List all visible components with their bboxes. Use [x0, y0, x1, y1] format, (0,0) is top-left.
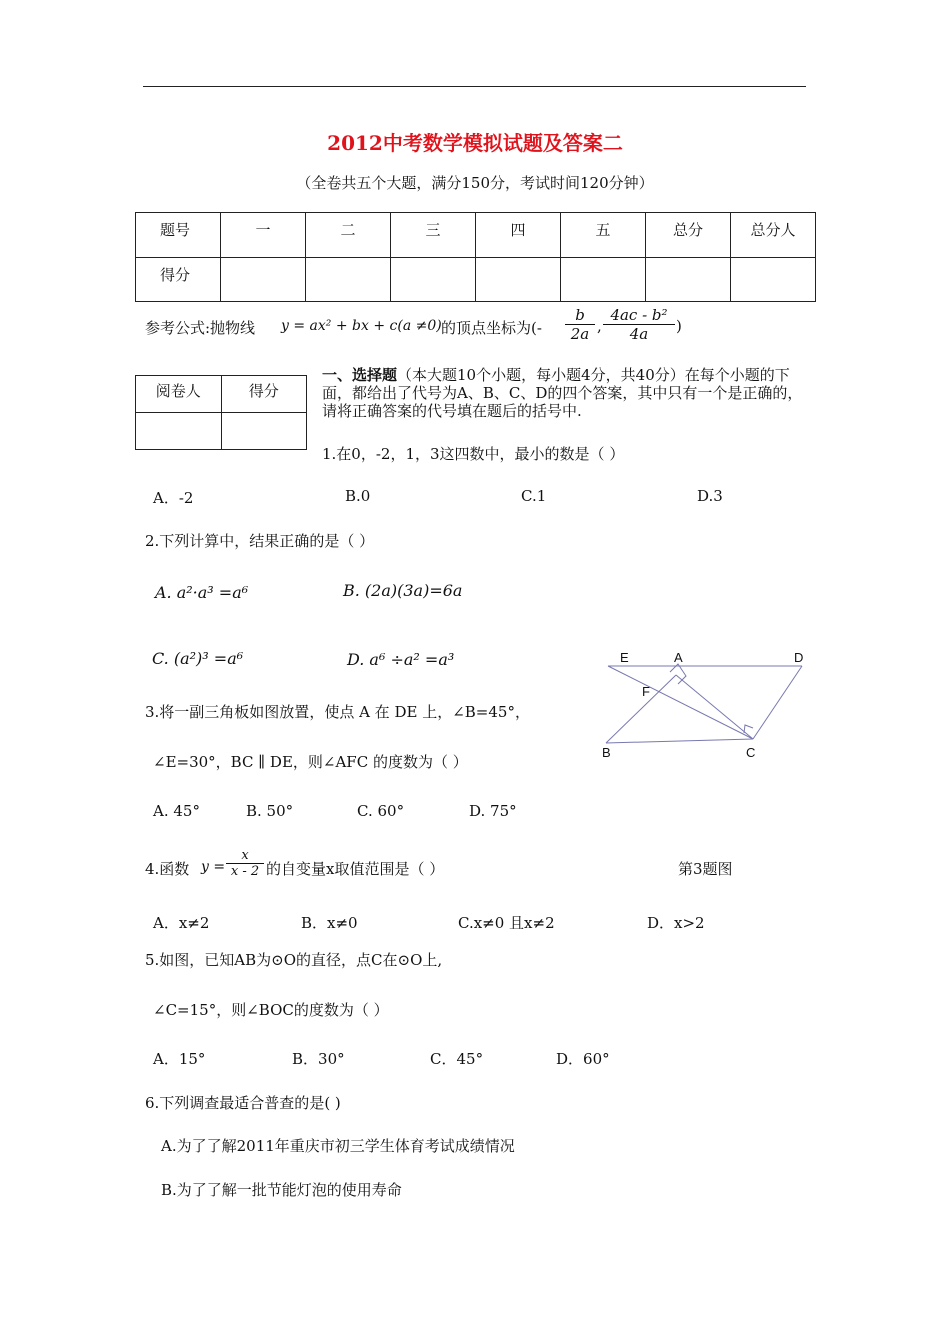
q2-option-c[interactable]: C. (a²)³ =a⁶ [152, 649, 244, 668]
q5-line1: 5.如图，已知AB为⊙O的直径，点C在⊙O上, [145, 951, 443, 969]
q3-option-c[interactable]: C. 60° [357, 802, 405, 820]
fig-right-angle-c [744, 725, 753, 733]
score-cell[interactable] [731, 257, 816, 302]
grader-header: 得分 [221, 376, 307, 413]
q2-option-a[interactable]: A. a²·a³ =a⁶ [155, 583, 249, 602]
formula-frac1-den: 2a [570, 325, 590, 343]
q3-figure-caption: 第3题图 [678, 860, 733, 878]
q5-line2: ∠C=15°，则∠BOC的度数为（ ） [153, 1001, 389, 1019]
q4-suffix: 的自变量x取值范围是（ ） [266, 860, 445, 878]
q4-frac-num: x [226, 848, 264, 864]
q3-figure [598, 648, 810, 758]
grader-cell[interactable] [136, 413, 222, 450]
formula-expr: y = ax² + bx + c(a ≠0) [281, 318, 442, 334]
q2-option-b[interactable]: B. (2a)(3a)=6a [343, 581, 463, 600]
top-rule [143, 86, 806, 87]
q1-option-c[interactable]: C.1 [521, 487, 547, 505]
fig-label-f: F [642, 684, 650, 699]
fig-label-c: C [746, 745, 756, 758]
formula-frac2-num: 4ac - b² [603, 306, 675, 325]
formula-frac2 [603, 306, 675, 343]
score-cell[interactable] [221, 257, 306, 302]
q4-option-b[interactable]: B．x≠0 [301, 914, 358, 932]
score-header: 一 [221, 213, 306, 258]
fig-label-a: A [674, 650, 683, 665]
formula-prefix: 参考公式:抛物线 [145, 319, 256, 337]
q5-option-d[interactable]: D．60° [556, 1050, 610, 1068]
q3-option-b[interactable]: B. 50° [246, 802, 294, 820]
exam-info: （全卷共五个大题，满分150分，考试时间120分钟） [296, 174, 654, 192]
section1-text: （本大题10个小题，每小题4分，共40分）在每个小题的下面，都给出了代号为A、B、C、D的四个答案，其中只有一个是正确的，请将正确答案的代号填在题后的括号中. [322, 366, 803, 420]
q5-option-c[interactable]: C．45° [430, 1050, 484, 1068]
grader-header: 阅卷人 [136, 376, 222, 413]
fig-label-b: B [602, 745, 611, 758]
q4-fraction [226, 848, 264, 879]
q1-option-b[interactable]: B.0 [345, 487, 371, 505]
q2-stem: 2.下列计算中，结果正确的是（ ） [145, 532, 375, 550]
q5-option-a[interactable]: A．15° [153, 1050, 206, 1068]
score-header: 五 [561, 213, 646, 258]
section1-heading: 一、选择题 [322, 366, 398, 384]
q4-option-a[interactable]: A．x≠2 [153, 914, 210, 932]
score-header-label: 题号 [136, 213, 221, 258]
score-table [135, 212, 816, 302]
score-cell[interactable] [646, 257, 731, 302]
q3-line2: ∠E=30°，BC ∥ DE，则∠AFC 的度数为（ ） [153, 753, 468, 771]
q5-option-b[interactable]: B．30° [292, 1050, 345, 1068]
page-title: 2012中考数学模拟试题及答案二 [327, 131, 623, 155]
fig-line-ac [676, 675, 753, 739]
fig-line-ec [608, 666, 753, 739]
q1-stem: 1.在0，-2，1，3这四数中，最小的数是（ ） [322, 445, 625, 463]
q4-option-d[interactable]: D．x>2 [647, 914, 705, 932]
fig-label-d: D [794, 650, 804, 665]
fig-line-cd [753, 666, 802, 739]
q4-prefix: 4.函数 [145, 860, 190, 878]
formula-comma: , [597, 317, 602, 335]
score-header: 总分 [646, 213, 731, 258]
q3-option-a[interactable]: A. 45° [153, 802, 200, 820]
q4-option-c[interactable]: C.x≠0 且x≠2 [458, 914, 555, 932]
score-cell[interactable] [391, 257, 476, 302]
fig-line-bc [606, 739, 753, 743]
fig-label-e: E [620, 650, 629, 665]
q4-frac-den: x - 2 [230, 864, 260, 879]
score-row-label: 得分 [136, 257, 221, 302]
formula-mid: 的顶点坐标为(- [441, 319, 542, 337]
score-cell[interactable] [306, 257, 391, 302]
q1-option-d[interactable]: D.3 [697, 487, 723, 505]
section1-intro [322, 366, 812, 420]
formula-frac1 [565, 306, 595, 343]
score-header: 四 [476, 213, 561, 258]
score-header: 总分人 [731, 213, 816, 258]
q3-option-d[interactable]: D. 75° [469, 802, 517, 820]
q6-option-a[interactable]: A.为了了解2011年重庆市初三学生体育考试成绩情况 [161, 1137, 515, 1155]
fig-line-ba [606, 675, 676, 743]
grader-table [135, 375, 307, 450]
score-header: 二 [306, 213, 391, 258]
grader-cell[interactable] [221, 413, 307, 450]
q6-option-b[interactable]: B.为了了解一批节能灯泡的使用寿命 [161, 1181, 402, 1199]
score-header: 三 [391, 213, 476, 258]
score-cell[interactable] [476, 257, 561, 302]
q3-line1: 3.将一副三角板如图放置，使点 A 在 DE 上，∠B=45°， [145, 703, 530, 721]
formula-frac2-den: 4a [629, 325, 649, 343]
score-cell[interactable] [561, 257, 646, 302]
formula-frac1-num: b [565, 306, 595, 325]
q2-option-d[interactable]: D. a⁶ ÷a² =a³ [347, 650, 455, 669]
formula-close: ) [676, 317, 682, 335]
q6-stem: 6.下列调查最适合普查的是( ) [145, 1094, 341, 1112]
q4-y-eq: y = [201, 859, 226, 875]
q1-option-a[interactable]: A．-2 [153, 489, 194, 507]
